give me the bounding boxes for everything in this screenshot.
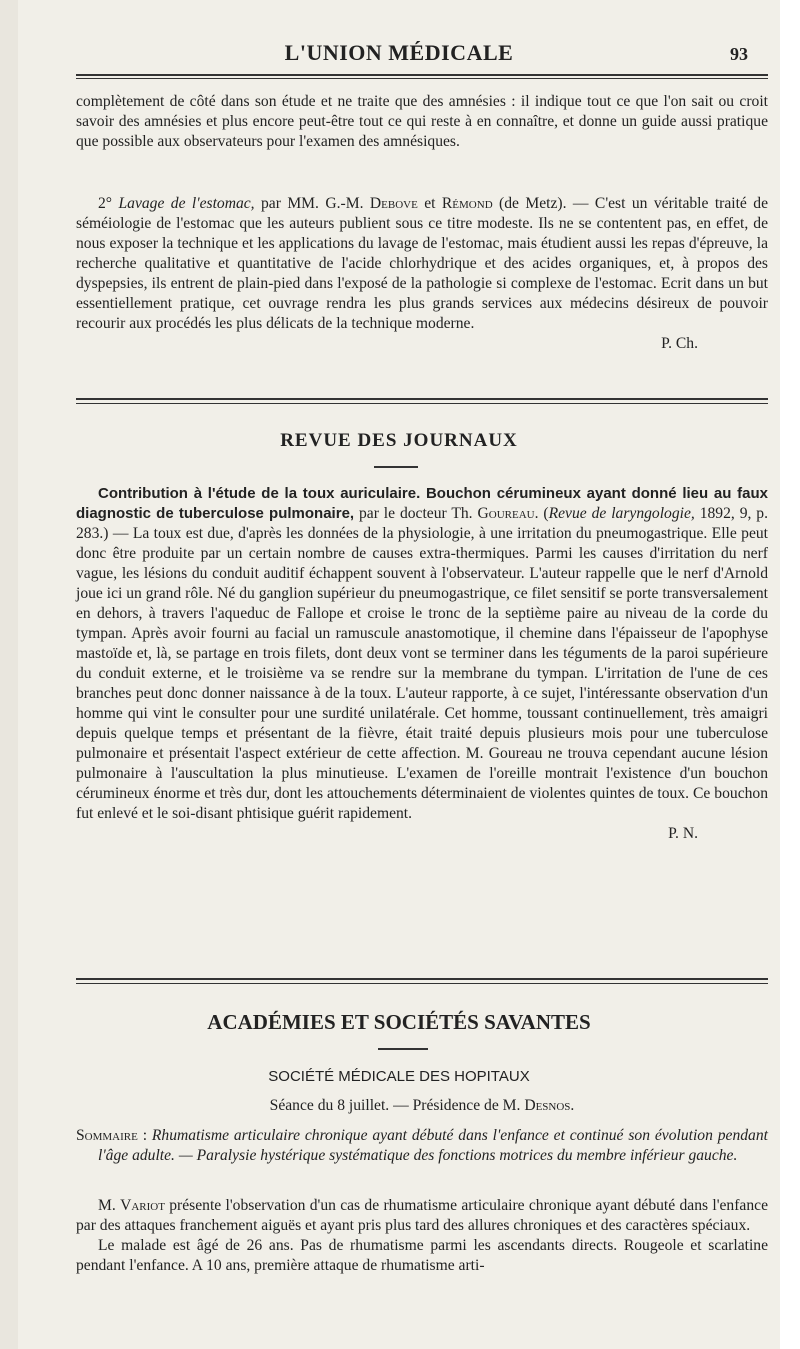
article-source: Revue de laryngologie, [548, 505, 695, 522]
summary-text: Rhumatisme articulaire chronique ayant débuté dans l'enfance et continué son évolution pendant l'âge adulte. — Paralysie hystérique systématique des fonctions motrices du membre inférieur gauche. [98, 1127, 768, 1164]
session-line [76, 1096, 768, 1116]
article-byline: par le docteur Th. [354, 505, 478, 522]
article-toux [76, 484, 768, 844]
running-header-title: L'UNION MÉDICALE [284, 40, 514, 65]
continued-paragraph: complètement de côté dans son étude et ne traite que des amnésies : il indique tout ce que l'on sait ou croit savoir des amnésies et plus encore peut-être tout ce qui reste à en connaître, et donne un guide aussi pratique que possible aux observateurs pour l'examen des amnésiques. [76, 93, 768, 150]
session-president: Desnos [524, 1097, 571, 1114]
review-book-title: Lavage de l'estomac, [118, 195, 255, 212]
session-prefix: Séance du 8 juillet. — Présidence de M. [269, 1097, 525, 1114]
article-paragraph: Contribution à l'étude de la toux auriculaire. Bouchon cérumineux ayant donné lieu au faux diagnostic de tuberculose pulmonaire, par le docteur Th. Goureau. (Revue de laryngologie, 1892, 9, p. 283.) — La toux est due, d'après les données de la physiologie, à une irritation du pneumogastrique. Elle peut donc être produite par un certain nombre de causes extra-thermiques. Parmi les causes d'irritation du nerf vague, les lésions du conduit auditif échappent souvent à l'observateur. L'auteur rappelle que le nerf d'Arnold joue ici un grand rôle. Né du ganglion supérieur du pneumogastrique, ce filet sensitif se porte transversalement en dehors, à travers l'aqueduc de Fallope et croise le tronc de la septième paire au niveau de la corde du tympan. Après avoir fourni au facial un ramuscule anastomotique, il chemine dans l'épaisseur de l'apophyse mastoïde et, là, se partage en trois filets, dont deux vont se terminer dans les téguments de la paroi supérieure du conduit externe, et le troisième va se rendre sur la membrane du tympan. L'irritation de l'une de ces branches peut donc donner naissance à de la toux. L'auteur rapporte, à ce sujet, l'intéressante observation d'un homme qui vint le consulter pour une surdité unilatérale. Cet homme, toussant continuellement, très amaigri depuis quelque temps et présentant de la fièvre, était traité depuis plusieurs mois pour une tuberculose pulmonaire et présentait l'aspect extérieur de cette affection. M. Goureau ne trouva cependant aucune lésion pulmonaire à l'auscultation la plus minutieuse. L'examen de l'oreille montrait l'existence d'un bouchon cérumineux énorme et très dur, dont les attouchements déterminaient de violentes quintes de toux. Ce bouchon fut enlevé et le soi-disant phtisique guérit rapidement. [76, 485, 768, 822]
journal-page [18, 0, 780, 1349]
session-report [76, 1196, 768, 1276]
review-number: 2° [98, 195, 113, 212]
review-and: et [417, 195, 442, 212]
review-signature: P. Ch. [661, 335, 698, 352]
society-heading: SOCIÉTÉ MÉDICALE DES HOPITAUX [268, 1068, 530, 1085]
review-author-debove: Debove [369, 195, 418, 212]
continued-review [76, 92, 768, 152]
section-divider-1 [76, 398, 768, 400]
section-divider-1-thin [76, 403, 768, 404]
page-edge [780, 0, 800, 1349]
report-p1-body: présente l'observation d'un cas de rhumatisme articulaire chronique ayant débuté dans l'enfance par des attaques franchement aiguës et ayant pris plus tard des allures chroniques et des caractères spéciaux. [76, 1197, 768, 1234]
review-lavage [76, 194, 768, 354]
session-suffix: . [570, 1097, 575, 1114]
review-body: C'est un véritable traité de séméiologie de l'estomac que les auteurs publient sous ce titre modeste. Ils ne se contentent pas, en effet, de nous exposer la technique et les applications du lavage de l'estomac, mais étudient aussi les repas d'épreuve, la recherche qualitative et quantitative de l'acide chlorhydrique et des acides organiques, et, à propos des dyspepsies, ils entrent de plain-pied dans l'exposé de la pathologie si complexe de l'estomac. Ecrit dans un but essentiellement pratique, cet ouvrage rendra les plus grands services aux médecins désireux de pouvoir recourir aux procédés les plus délicats de la technique moderne. [76, 195, 768, 332]
review-author-remond: Rémond [441, 195, 493, 212]
summary-label: Sommaire [76, 1127, 138, 1144]
section2-underline [378, 1048, 428, 1050]
summary-paragraph [76, 1126, 768, 1166]
header-rule-thin [76, 78, 768, 79]
header-rule [76, 74, 768, 76]
article-signature: P. N. [668, 825, 698, 842]
report-p1-prefix: M. [98, 1197, 121, 1214]
article-author: Goureau [477, 505, 535, 522]
review-authors-prefix: par MM. G.-M. [261, 195, 370, 212]
report-author-variot: Variot [120, 1197, 165, 1214]
section-title-academies: ACADÉMIES ET SOCIÉTÉS SAVANTES [207, 1010, 591, 1034]
summary-colon: : [137, 1127, 152, 1144]
report-paragraph-2: Le malade est âgé de 26 ans. Pas de rhumatisme parmi les ascendants directs. Rougeole et scarlatine pendant l'enfance. A 10 ans, première attaque de rhumatisme arti- [76, 1237, 768, 1274]
section-title-underline [374, 466, 418, 468]
report-paragraph-1 [76, 1196, 768, 1236]
page-number: 93 [730, 44, 748, 64]
review-location: (de Metz). — [492, 195, 595, 212]
review-paragraph [76, 194, 768, 334]
session-summary [76, 1126, 768, 1166]
society-session [76, 1096, 768, 1116]
article-citation: 1892, 9, p. 283.) — [76, 505, 768, 542]
article-title: Contribution à l'étude de la toux auriculaire. Bouchon cérumineux ayant donné lieu au faux diagnostic de tuberculose pulmonaire, [76, 485, 768, 522]
article-body: La toux est due, d'après les données de la physiologie, à une irritation du pneumogastrique. Elle peut donc être produite par un certain nombre de causes extra-thermiques. Parmi les causes d'irritation du nerf vague, les lésions du conduit auditif échappent souvent à l'observateur. L'auteur rappelle que le nerf d'Arnold joue ici un grand rôle. Né du ganglion supérieur du pneumogastrique, ce filet sensitif se porte transversalement en dehors, à travers l'aqueduc de Fallope et croise le tronc de la septième paire au niveau de la corde du tympan. Après avoir fourni au facial un ramuscule anastomotique, il chemine dans l'épaisseur de l'apophyse mastoïde et, là, se partage en trois filets, dont deux vont se terminer dans les téguments de la paroi supérieure du conduit externe, et le troisième va se rendre sur la membrane du tympan. L'irritation de l'une de ces branches peut donc donner naissance à de la toux. L'auteur rapporte, à ce sujet, l'intéressante observation d'un homme qui vint le consulter pour une surdité unilatérale. Cet homme, toussant continuellement, très amaigri depuis quelque temps et présentant de la fièvre, était traité depuis plusieurs mois pour une tuberculose pulmonaire et présentait l'aspect extérieur de cette affection. M. Goureau ne trouva cependant aucune lésion pulmonaire à l'auscultation la plus minutieuse. L'examen de l'oreille montrait l'existence d'un bouchon cérumineux énorme et très dur, dont les attouchements déterminaient de violentes quintes de toux. Ce bouchon fut enlevé et le soi-disant phtisique guérit rapidement. [76, 525, 768, 822]
section-divider-2-thin [76, 983, 768, 984]
section-divider-2 [76, 978, 768, 980]
section-title-revue: REVUE DES JOURNAUX [280, 430, 518, 451]
